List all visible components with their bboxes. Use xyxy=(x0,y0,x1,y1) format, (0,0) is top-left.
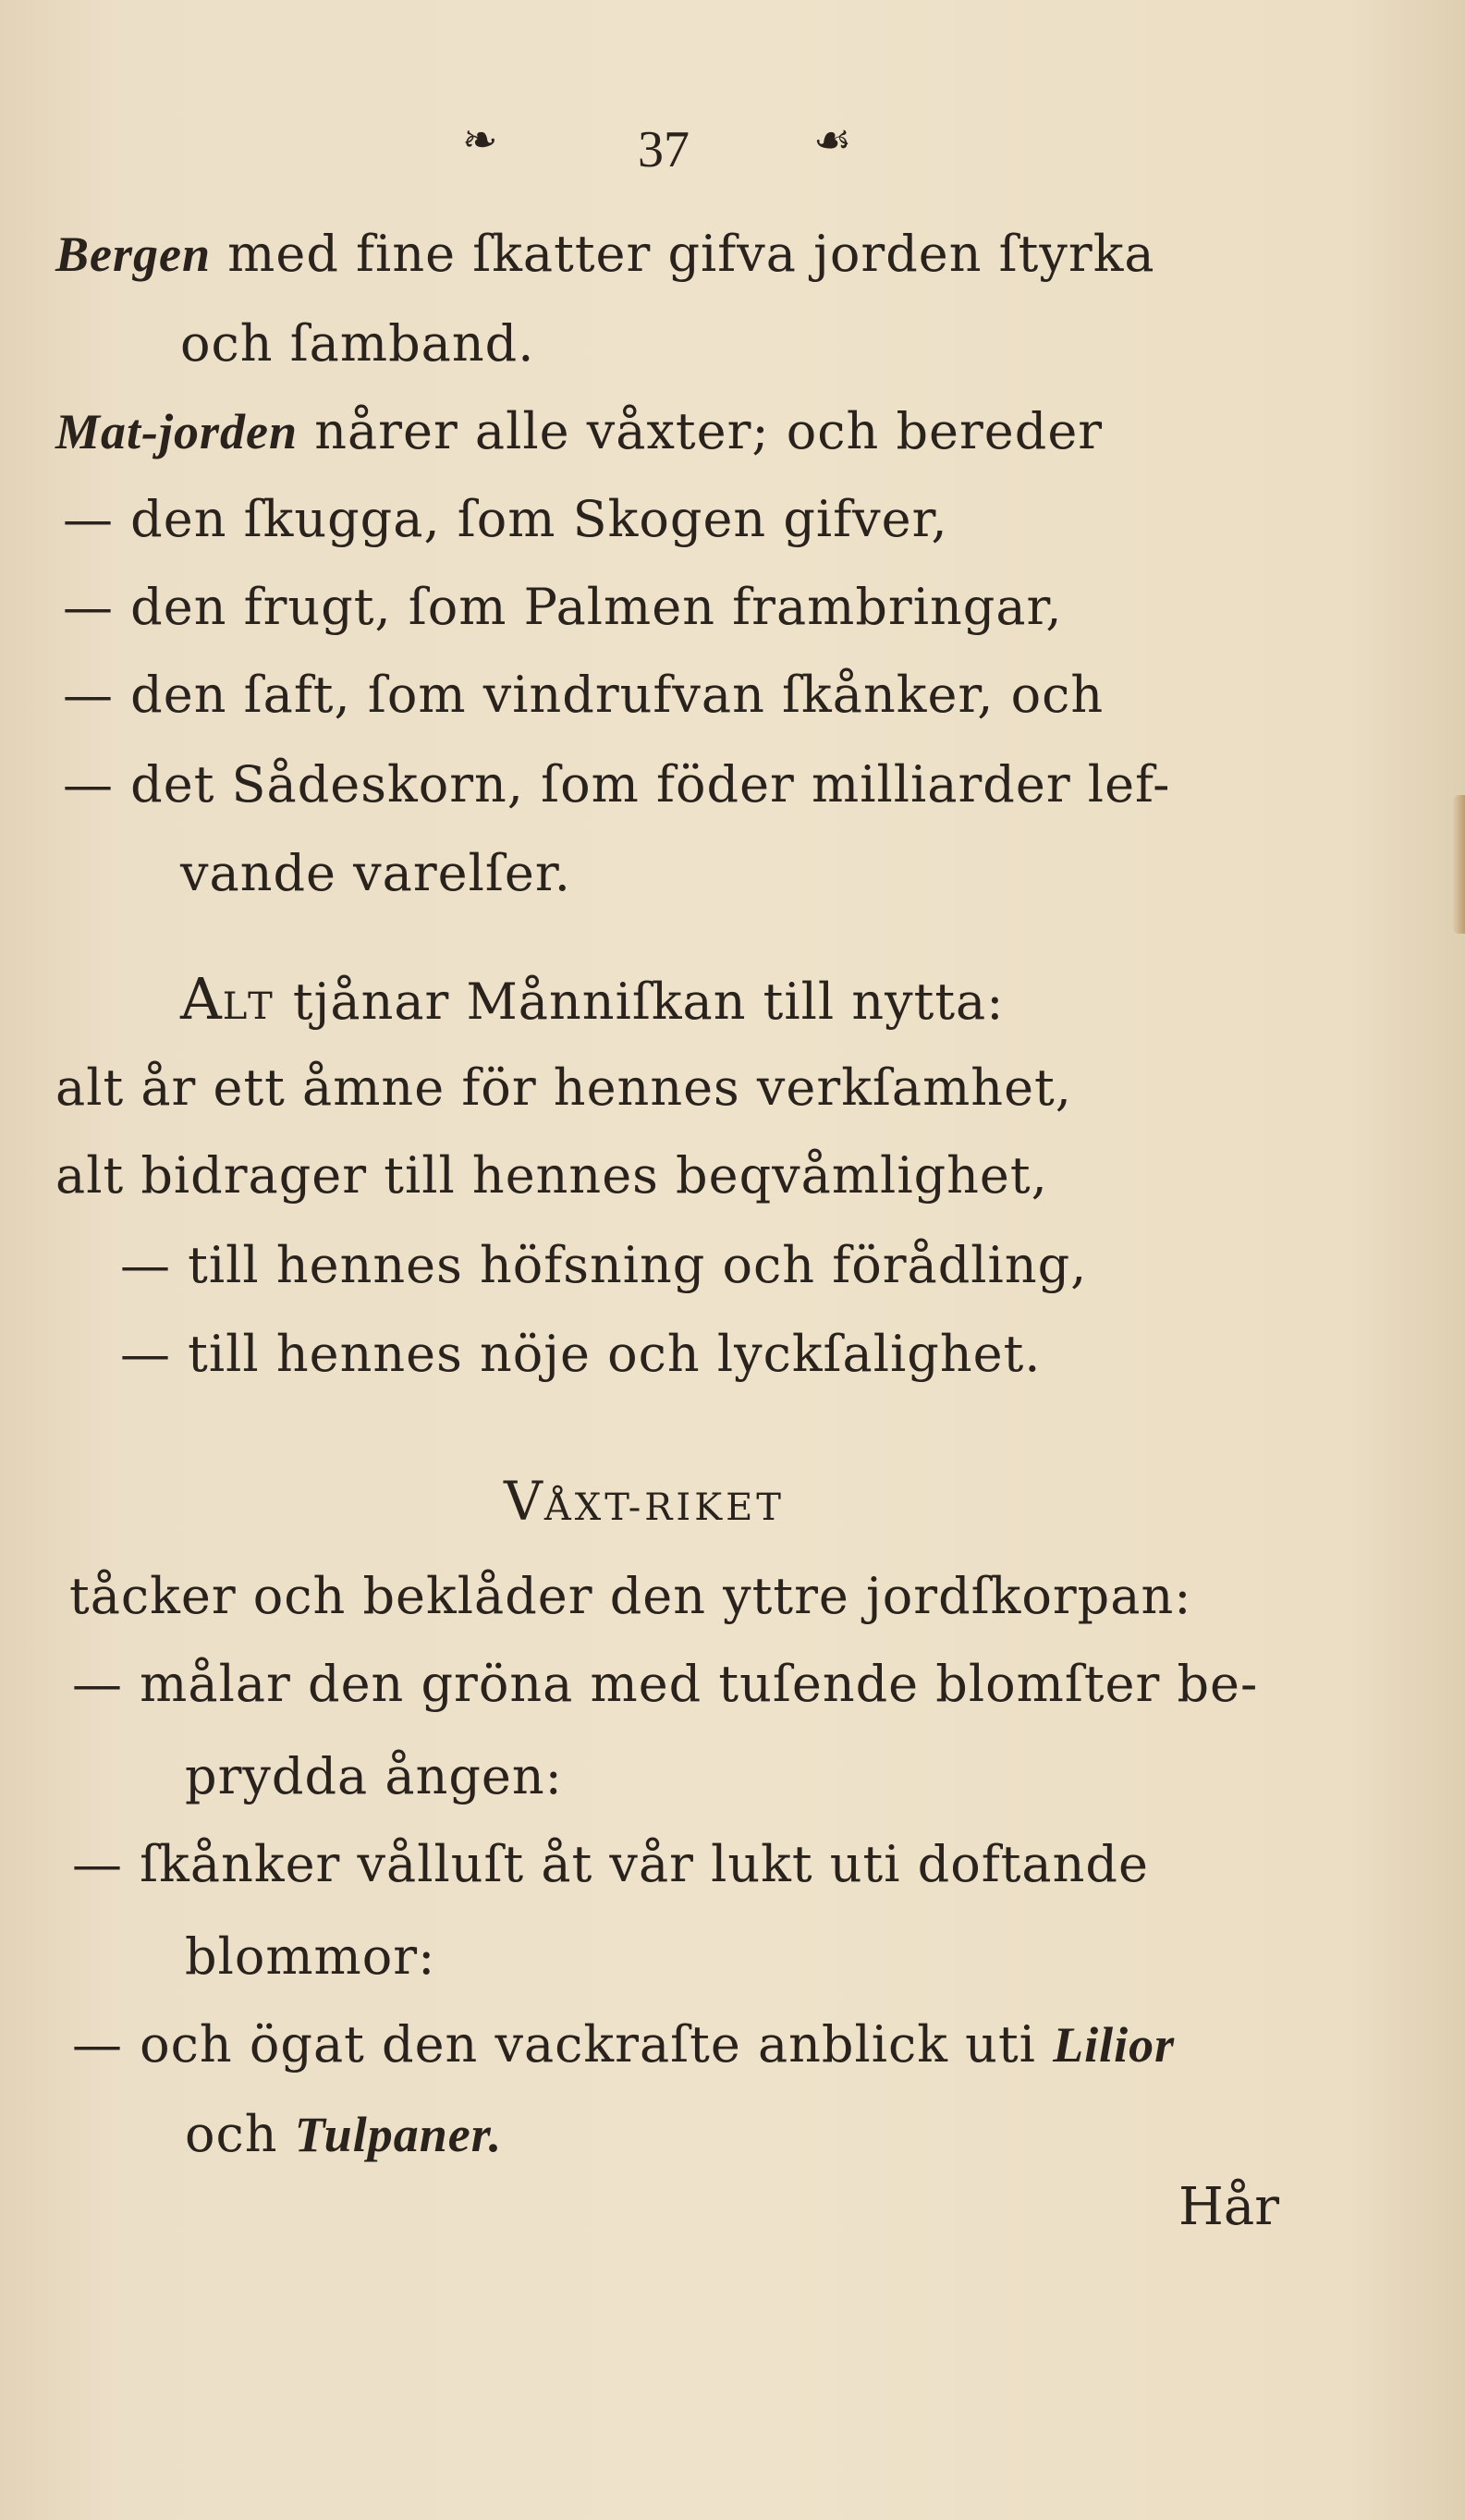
text-line-20-main: och xyxy=(185,2105,295,2163)
text-line-1 xyxy=(55,225,1155,283)
section-heading xyxy=(504,1470,785,1533)
text-line-8: vande varelſer. xyxy=(180,844,571,902)
text-line-5: — den frugt, ſom Palmen frambringar, xyxy=(63,578,1063,636)
emphasis-mat-jorden: Mat-jorden xyxy=(55,404,299,459)
text-line-9 xyxy=(180,965,1005,1033)
heading-small-caps: ÅXT xyxy=(543,1486,629,1529)
catchword: Hår xyxy=(1178,2177,1279,2237)
text-line-2: och ſamband. xyxy=(180,314,535,373)
text-line-16: prydda ången: xyxy=(185,1747,563,1805)
text-line-3-rest: nårer alle våxter; och bereder xyxy=(298,402,1104,460)
emphasis-bergen: Bergen xyxy=(55,226,211,282)
text-line-18: blommor: xyxy=(185,1927,436,1986)
text-line-19-main: — och ögat den vackraſte anblick uti xyxy=(72,2015,1054,2073)
small-caps-rest: LT xyxy=(222,985,276,1028)
text-line-1-rest: med fine ſkatter gifva jorden ſtyrka xyxy=(211,225,1155,283)
text-line-7: — det Sådeskorn, ſom föder milliarder lef- xyxy=(63,755,1171,813)
emphasis-tulpaner: Tulpaner. xyxy=(294,2107,503,2162)
text-line-11: alt bidrager till hennes beqvåmlighet, xyxy=(55,1146,1048,1205)
text-line-9-rest: tjånar Månniſkan till nytta: xyxy=(275,973,1005,1031)
small-caps-initial: A xyxy=(180,965,223,1033)
text-line-15: — målar den gröna med tuſende blomſter be- xyxy=(72,1655,1259,1713)
page-edge-stain xyxy=(1452,795,1465,934)
text-line-17: — ſkånker vålluſt åt vår lukt uti doftande xyxy=(72,1835,1149,1893)
text-line-20 xyxy=(185,2105,503,2163)
right-ornament-icon: ☙ xyxy=(813,115,852,165)
heading-initial: V xyxy=(504,1470,544,1533)
left-ornament-icon: ❧ xyxy=(462,115,498,165)
text-line-4: — den ſkugga, ſom Skogen gifver, xyxy=(63,490,948,548)
page-number: 37 xyxy=(638,121,690,178)
text-line-10: alt år ett åmne för hennes verkſamhet, xyxy=(55,1058,1072,1117)
text-line-13: — till hennes nöje och lyckſalighet. xyxy=(120,1325,1042,1383)
text-line-19 xyxy=(72,2015,1176,2073)
text-line-12: — till hennes höfsning och förådling, xyxy=(120,1236,1088,1294)
text-line-3 xyxy=(55,402,1104,460)
heading-suffix: -RIKET xyxy=(628,1486,785,1529)
emphasis-lilior: Lilior xyxy=(1053,2017,1176,2073)
text-line-14: tåcker och beklåder den yttre jordſkorpan: xyxy=(69,1567,1192,1625)
text-line-6: — den ſaft, ſom vindrufvan ſkånker, och xyxy=(63,666,1105,724)
